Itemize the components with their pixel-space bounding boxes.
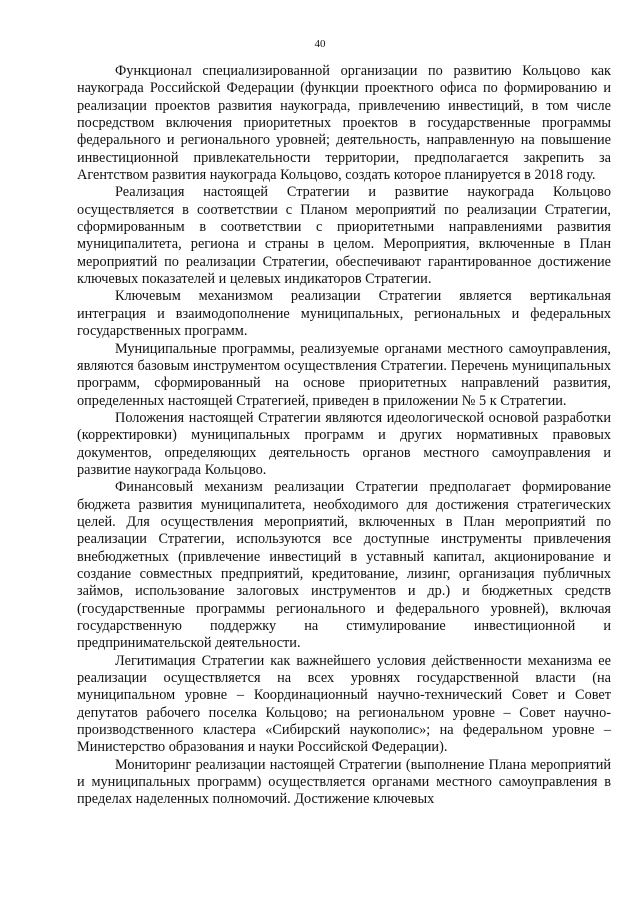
paragraph-strategy-implementation-plan: Реализация настоящей Стратегии и развитие наукограда Кольцово осуществляется в соответствии с Планом мероприятий по реализации Стратегии, сформированным в соответствии с приоритетными направлениями развития муниципалитета, региона и страны в целом. Мероприятия, включенные в План мероприятий по реализации Стратегии, обеспечивают гарантированное достижение ключевых показателей и целевых индикаторов Стратегии. <box>77 184 611 288</box>
paragraph-strategy-provisions: Положения настоящей Стратегии являются идеологической основой разработки (корректировки) муниципальных программ и других нормативных правовых документов, определяющих деятельность органов местного самоуправления и развитие наукограда Кольцово. <box>77 409 611 478</box>
paragraph-monitoring: Мониторинг реализации настоящей Стратегии (выполнение Плана мероприятий и муниципальных программ) осуществляется органами местного самоуправления в пределах наделенных полномочий. Достижение ключевых <box>77 756 611 808</box>
paragraph-key-mechanism: Ключевым механизмом реализации Стратегии является вертикальная интеграция и взаимодополнение муниципальных, региональных и федеральных государственных программ. <box>77 288 611 340</box>
page-number: 40 <box>314 38 326 50</box>
paragraph-financial-mechanism: Финансовый механизм реализации Стратегии предполагает формирование бюджета развития муниципалитета, необходимого для достижения стратегических целей. Для осуществления мероприятий, включенных в План мероприятий по реализации Стратегии, используются все доступные инструменты привлечения внебюджетных (привлечение инвестиций в уставный капитал, акционирование и создание совместных предприятий, кредитование, лизинг, организация публичных займов, использование залоговых инструментов и др.) и бюджетных средств (государственные программы регионального и федерального уровней), включая государственную поддержку на стимулирование инвестиционной и предпринимательской деятельности. <box>77 479 611 652</box>
paragraph-legitimation: Легитимация Стратегии как важнейшего условия действенности механизма ее реализации осуществляется на всех уровнях государственной власти (на муниципальном уровне – Координационный научно-технический Совет и Совет депутатов рабочего поселка Кольцово; на региональном уровне – Совет научно-производственного кластера «Сибирский наукополис»; на федеральном уровне – Министерство образования и науки Российской Федерации). <box>77 652 611 756</box>
paragraph-specialized-organization: Функционал специализированной организации по развитию Кольцово как наукограда Российской Федерации (функции проектного офиса по формированию и реализации проектов развития наукограда, привлечению инвестиций, в том числе посредством включения приоритетных проектов в государственные программы федерального и регионального уровней; деятельность, направленную на повышение инвестиционной привлекательности территории, предполагается закрепить за Агентством развития наукограда Кольцово, создать которое планируется в 2018 году. <box>77 63 611 184</box>
document-body <box>77 63 611 809</box>
paragraph-municipal-programs: Муниципальные программы, реализуемые органами местного самоуправления, являются базовым инструментом осуществления Стратегии. Перечень муниципальных программ, сформированный на основе приоритетных направлений развития, определенных настоящей Стратегией, приведен в приложении № 5 к Стратегии. <box>77 340 611 409</box>
